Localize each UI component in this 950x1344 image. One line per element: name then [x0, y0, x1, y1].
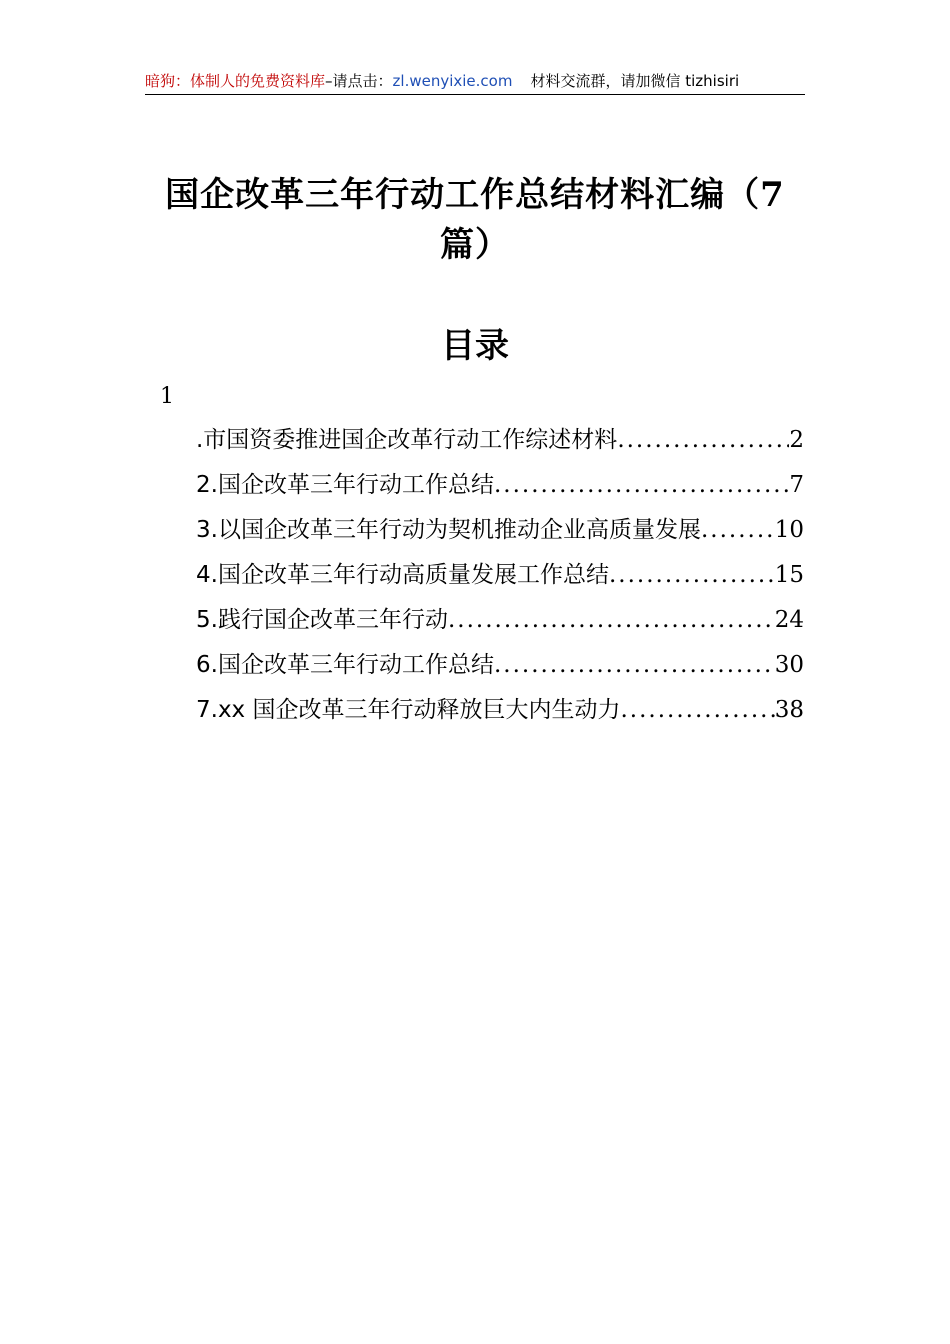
toc-entry-page: 30: [774, 652, 804, 678]
toc-entry-page: 24: [774, 607, 804, 633]
toc-leader-dots: [609, 553, 775, 598]
toc-entry[interactable]: [196, 508, 804, 553]
toc-leader-dots: [701, 508, 775, 553]
toc-entry-title: 6.国企改革三年行动工作总结: [196, 652, 494, 678]
toc-entry-title: 5.践行国企改革三年行动: [196, 607, 448, 633]
toc-entry[interactable]: [196, 463, 804, 508]
toc-entry-title: 2.国企改革三年行动工作总结: [196, 472, 494, 498]
toc-entry[interactable]: [196, 688, 804, 733]
toc-entry-page: 2: [789, 427, 804, 453]
page-header: [145, 70, 805, 94]
toc-entry-page: 15: [774, 562, 804, 588]
toc-entry-title: 4.国企改革三年行动高质量发展工作总结: [196, 562, 609, 588]
toc-list: [196, 418, 804, 733]
header-watermark-text: 暗狗：体制人的免费资料库: [145, 72, 326, 90]
toc-entry-title: .市国资委推进国企改革行动工作综述材料: [196, 427, 618, 453]
toc-entry[interactable]: [196, 553, 804, 598]
toc-entry[interactable]: [196, 598, 804, 643]
header-url-link[interactable]: zl.wenyixie.com: [392, 72, 513, 90]
toc-leader-dots: [494, 643, 775, 688]
toc-leader-dots: [617, 418, 789, 463]
header-divider: [145, 94, 805, 95]
toc-first-number: 1: [160, 384, 174, 409]
header-click-text: –请点击：: [325, 72, 393, 90]
toc-leader-dots: [448, 598, 775, 643]
header-contact-text: 材料交流群，请加微信 tizhisiri: [530, 72, 740, 90]
toc-heading: 目录: [441, 326, 509, 366]
toc-entry-page: 10: [774, 517, 804, 543]
toc-entry-title: 3.以国企改革三年行动为契机推动企业高质量发展: [196, 517, 701, 543]
toc-leader-dots: [620, 688, 774, 733]
toc-entry[interactable]: [196, 643, 804, 688]
document-title: 国企改革三年行动工作总结材料汇编（7篇）: [165, 175, 785, 265]
toc-entry-page: 38: [774, 697, 804, 723]
toc-entry-page: 7: [789, 472, 804, 498]
toc-leader-dots: [494, 463, 789, 508]
toc-entry-title: 7.xx 国企改革三年行动释放巨大内生动力: [196, 697, 621, 723]
toc-entry[interactable]: [196, 418, 804, 463]
